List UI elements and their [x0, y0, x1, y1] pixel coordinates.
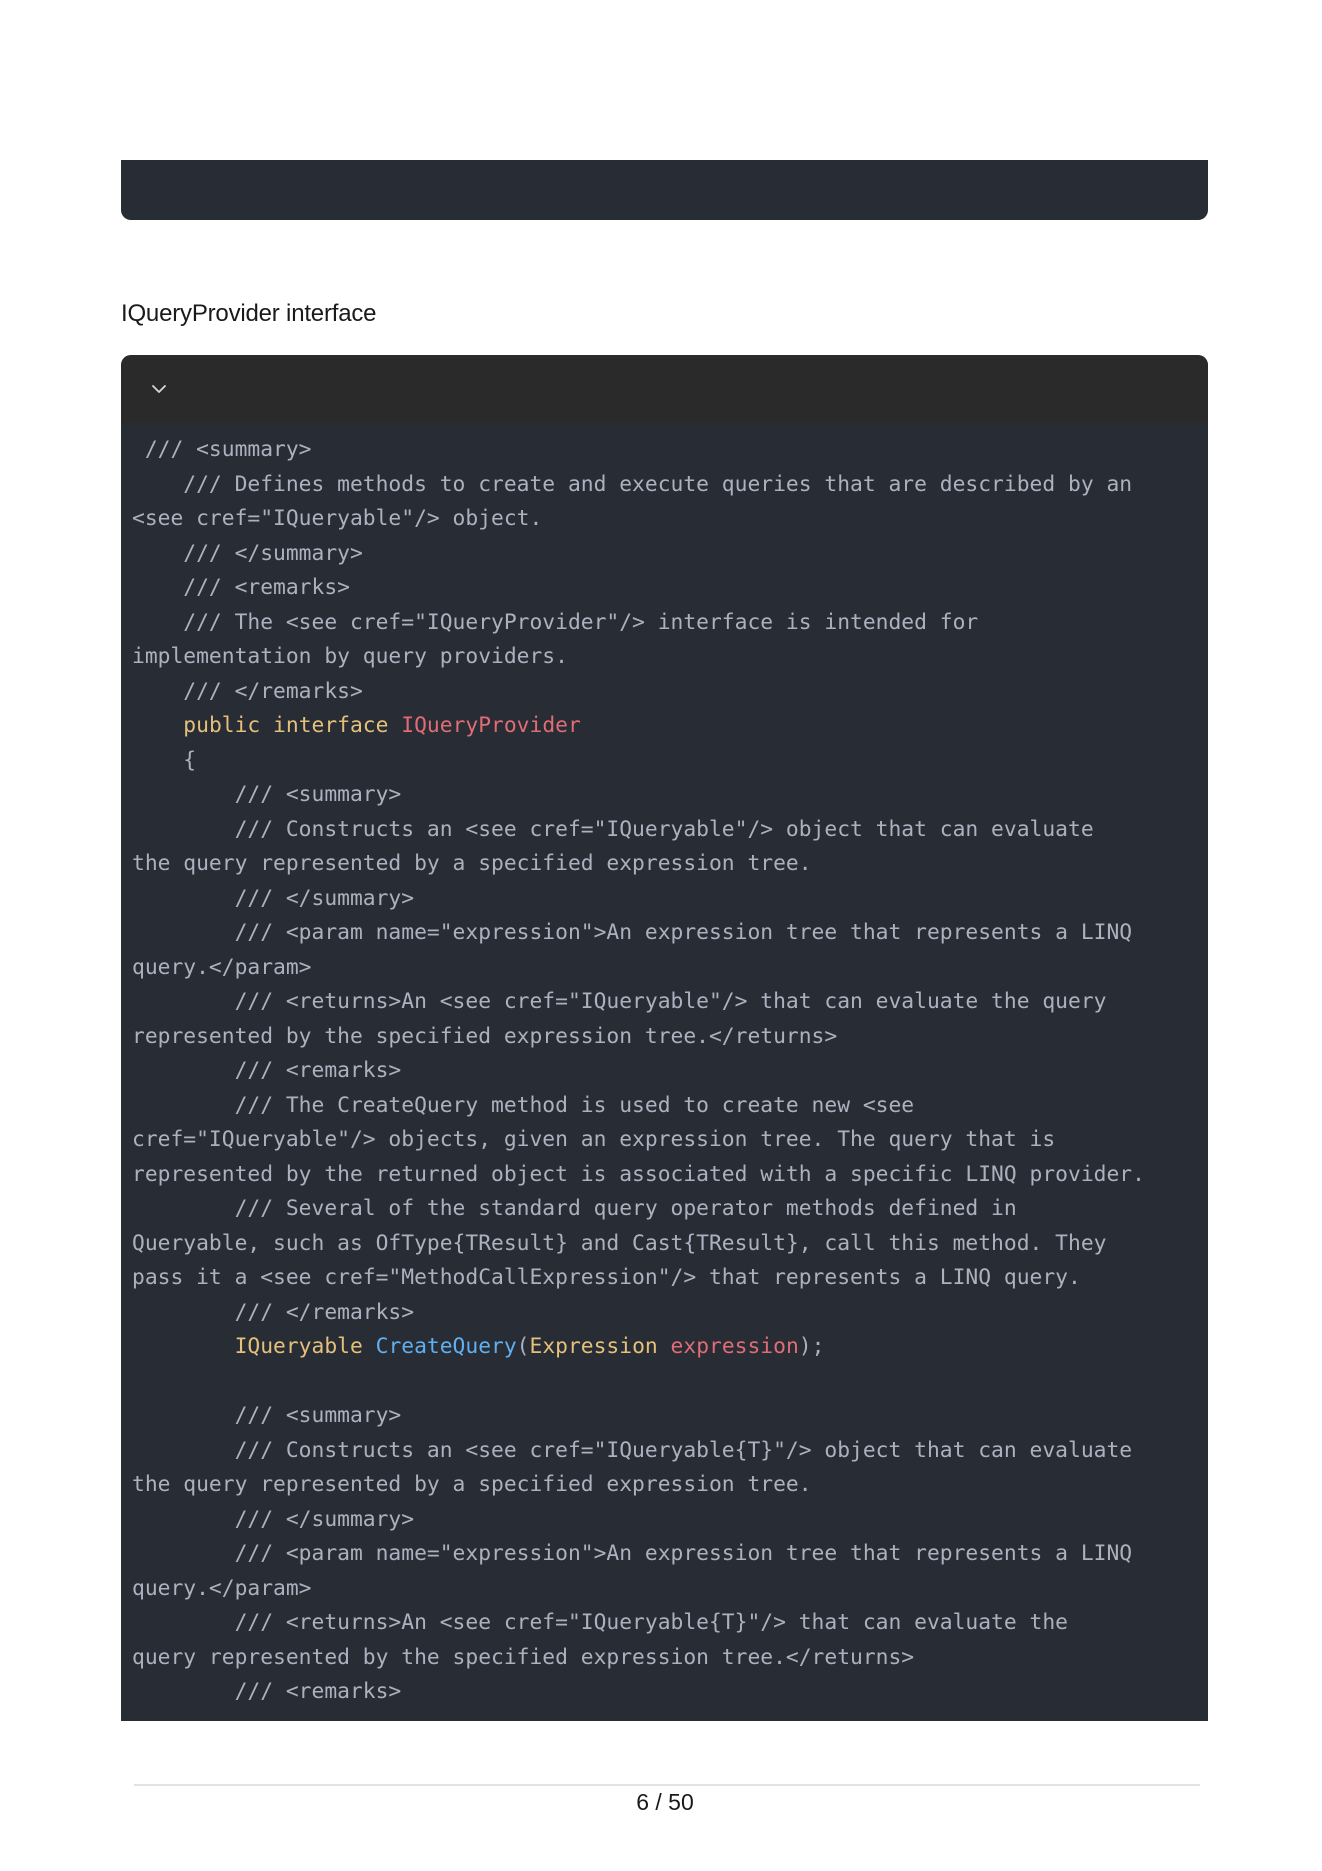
code-comment: /// The <see cref="IQueryProvider"/> interface is intended for	[132, 609, 979, 635]
code-line	[132, 1020, 1208, 1055]
code-line	[132, 675, 1208, 710]
code-comment: /// <remarks>	[132, 575, 350, 600]
code-line	[132, 537, 1208, 572]
code-line	[132, 744, 1208, 779]
code-line	[132, 433, 1208, 468]
code-line	[132, 1089, 1208, 1124]
code-block-header	[121, 355, 1208, 423]
code-comment: Queryable, such as OfType{TResult} and Cast{TResult}, call this method. They	[132, 1230, 1107, 1256]
code-line	[132, 1158, 1208, 1193]
code-token	[132, 1334, 235, 1359]
code-block	[121, 355, 1208, 1721]
code-line	[132, 778, 1208, 813]
code-line	[132, 1261, 1208, 1296]
code-line	[132, 1434, 1208, 1469]
code-line	[132, 1503, 1208, 1538]
code-line	[132, 1675, 1208, 1710]
code-comment: /// Defines methods to create and execute queries that are described by an	[132, 471, 1133, 497]
code-line	[132, 916, 1208, 951]
code-comment: /// <remarks>	[132, 1058, 402, 1083]
code-comment: the query represented by a specified expression tree.	[132, 851, 812, 876]
code-comment: /// </summary>	[132, 1506, 415, 1532]
code-line	[132, 1054, 1208, 1089]
code-line	[132, 606, 1208, 641]
code-line	[132, 951, 1208, 986]
code-token: );	[798, 1334, 825, 1359]
code-comment: /// Several of the standard query operator methods defined in	[132, 1196, 1017, 1221]
code-line	[132, 1606, 1208, 1641]
footer-divider	[134, 1784, 1200, 1786]
code-comment: /// Constructs an <see cref="IQueryable{T}"/> object that can evaluate	[132, 1437, 1133, 1463]
code-line	[132, 985, 1208, 1020]
code-line	[132, 813, 1208, 848]
code-comment: /// <returns>An <see cref="IQueryable"/> that can evaluate the query	[132, 989, 1107, 1014]
code-line	[132, 640, 1208, 675]
code-line	[132, 1123, 1208, 1158]
code-comment: <see cref="IQueryable"/> object.	[132, 506, 543, 531]
code-comment: /// <param name="expression">An expression tree that represents a LINQ	[132, 920, 1133, 945]
code-line	[132, 502, 1208, 537]
code-comment: /// <summary>	[132, 437, 312, 462]
code-token: {	[132, 747, 197, 773]
code-line	[132, 882, 1208, 917]
code-comment: /// <summary>	[132, 1403, 402, 1428]
code-comment: /// </summary>	[132, 885, 415, 911]
code-line	[132, 571, 1208, 606]
code-comment: /// <param name="expression">An expression tree that represents a LINQ	[132, 1541, 1133, 1566]
code-line	[132, 1227, 1208, 1262]
code-line	[132, 1399, 1208, 1434]
code-line	[132, 1537, 1208, 1572]
code-comment: /// The CreateQuery method is used to create new <see	[132, 1092, 915, 1118]
code-line	[132, 1572, 1208, 1607]
chevron-down-icon[interactable]	[149, 379, 169, 399]
code-comment: pass it a <see cref="MethodCallExpression"/> that represents a LINQ query.	[132, 1265, 1081, 1290]
code-comment: /// </summary>	[132, 540, 363, 566]
code-token: IQueryProvider	[401, 713, 581, 738]
section-heading: IQueryProvider interface	[121, 300, 377, 327]
code-token: expression	[670, 1334, 799, 1359]
code-comment: query.</param>	[132, 954, 312, 980]
code-line	[132, 1330, 1208, 1365]
code-token: IQueryable	[234, 1334, 376, 1359]
previous-code-block-end	[121, 160, 1208, 220]
code-comment: query.</param>	[132, 1575, 312, 1601]
code-token: CreateQuery	[375, 1334, 517, 1359]
code-comment: query represented by the specified expression tree.</returns>	[132, 1644, 915, 1670]
code-comment: /// <remarks>	[132, 1679, 402, 1704]
code-comment: /// <returns>An <see cref="IQueryable{T}"/> that can evaluate the	[132, 1610, 1068, 1635]
code-comment: represented by the returned object is associated with a specific LINQ provider.	[132, 1161, 1145, 1187]
code-comment: /// </remarks>	[132, 678, 363, 704]
code-token	[132, 713, 183, 738]
code-content	[121, 433, 1208, 1710]
code-line	[132, 1365, 1208, 1400]
code-line	[132, 1192, 1208, 1227]
code-token: public interface	[183, 713, 402, 738]
code-line	[132, 709, 1208, 744]
code-line	[132, 1468, 1208, 1503]
page-number: 6 / 50	[636, 1789, 694, 1815]
code-line	[132, 468, 1208, 503]
code-comment: /// Constructs an <see cref="IQueryable"/> object that can evaluate	[132, 816, 1094, 842]
code-comment: cref="IQueryable"/> objects, given an expression tree. The query that is	[132, 1127, 1056, 1152]
code-token: Expression	[529, 1334, 671, 1359]
code-line	[132, 847, 1208, 882]
code-comment: represented by the specified expression tree.</returns>	[132, 1023, 838, 1049]
code-line	[132, 1641, 1208, 1676]
code-line	[132, 1296, 1208, 1331]
code-comment: /// </remarks>	[132, 1299, 415, 1325]
code-comment: the query represented by a specified expression tree.	[132, 1472, 812, 1497]
code-token: (	[516, 1334, 530, 1359]
code-comment: /// <summary>	[132, 782, 402, 807]
code-comment: implementation by query providers.	[132, 644, 568, 669]
